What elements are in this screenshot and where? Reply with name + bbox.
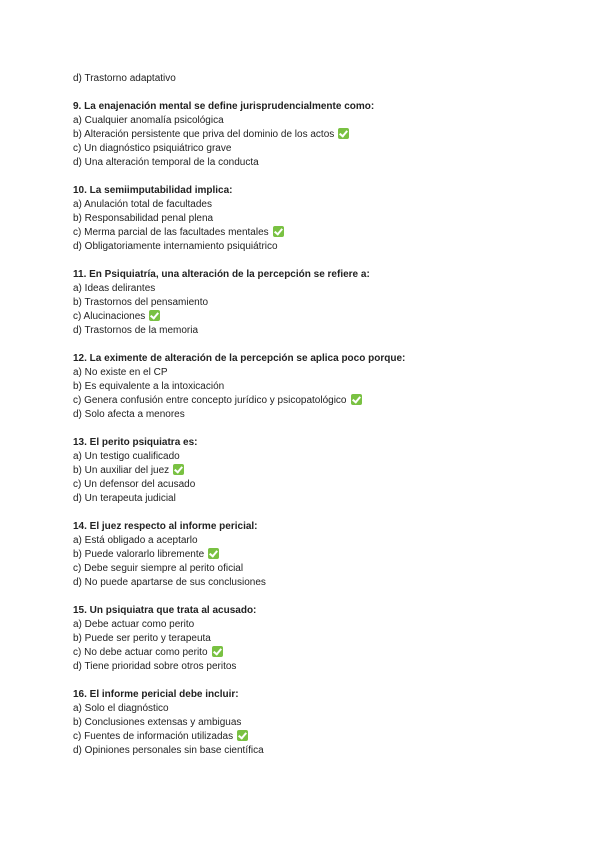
answer-option	[73, 702, 553, 716]
answer-option-text: b) Puede valorarlo libremente	[73, 549, 205, 560]
question-title: 13. El perito psiquiatra es:	[73, 437, 198, 448]
answer-option-text: c) Un defensor del acusado	[73, 479, 196, 490]
document-page	[73, 72, 553, 758]
check-mark-icon	[273, 226, 284, 237]
answer-option	[73, 632, 553, 646]
answer-option	[73, 562, 553, 576]
answer-option	[73, 492, 553, 506]
answer-option	[73, 296, 553, 310]
question-block	[73, 184, 553, 254]
check-mark-icon	[149, 310, 160, 321]
answer-option	[73, 226, 553, 240]
question-block	[73, 268, 553, 338]
answer-option-text: b) Trastornos del pensamiento	[73, 297, 209, 308]
answer-option	[73, 240, 553, 254]
question-block	[73, 436, 553, 506]
answer-option-text: a) Anulación total de facultades	[73, 199, 212, 210]
answer-option-text: d) Una alteración temporal de la conducta	[73, 157, 259, 168]
answer-option-text: c) No debe actuar como perito	[73, 647, 208, 658]
answer-option-text: b) Responsabilidad penal plena	[73, 213, 214, 224]
answer-option-text: c) Merma parcial de las facultades mentales	[73, 227, 269, 238]
answer-option-text: c) Alucinaciones	[73, 311, 146, 322]
answer-option-text: d) Un terapeuta judicial	[73, 493, 176, 504]
answer-option-text: d) No puede apartarse de sus conclusiones	[73, 577, 266, 588]
answer-option-text: d) Solo afecta a menores	[73, 409, 185, 420]
answer-option	[73, 394, 553, 408]
answer-option-text: b) Puede ser perito y terapeuta	[73, 633, 211, 644]
answer-option	[73, 366, 553, 380]
answer-option-text: b) Es equivalente a la intoxicación	[73, 381, 225, 392]
answer-option	[73, 618, 553, 632]
answer-option	[73, 464, 553, 478]
answer-option	[73, 478, 553, 492]
answer-option	[73, 142, 553, 156]
answer-option-text: a) Debe actuar como perito	[73, 619, 195, 630]
answer-option	[73, 156, 553, 170]
answer-option	[73, 408, 553, 422]
answer-option	[73, 128, 553, 142]
answer-option-text: c) Genera confusión entre concepto jurídico y psicopatológico	[73, 395, 347, 406]
question-title: 15. Un psiquiatra que trata al acusado:	[73, 605, 257, 616]
question-title: 14. El juez respecto al informe pericial:	[73, 521, 258, 532]
answer-option-text: d) Obligatoriamente internamiento psiquiátrico	[73, 241, 278, 252]
answer-option	[73, 324, 553, 338]
question-title: 12. La eximente de alteración de la percepción se aplica poco porque:	[73, 353, 406, 364]
answer-option	[73, 380, 553, 394]
answer-option	[73, 212, 553, 226]
check-mark-icon	[237, 730, 248, 741]
question-block	[73, 688, 553, 758]
answer-option-text: c) Un diagnóstico psiquiátrico grave	[73, 143, 232, 154]
answer-option	[73, 114, 553, 128]
answer-option-text: b) Alteración persistente que priva del dominio de los actos	[73, 129, 335, 140]
check-mark-icon	[208, 548, 219, 559]
answer-option-text: b) Un auxiliar del juez	[73, 465, 170, 476]
answer-option	[73, 646, 553, 660]
answer-option	[73, 744, 553, 758]
answer-option	[73, 716, 553, 730]
answer-option-text: a) Cualquier anomalía psicológica	[73, 115, 224, 126]
answer-option-text: d) Opiniones personales sin base científica	[73, 745, 264, 756]
check-mark-icon	[212, 646, 223, 657]
check-mark-icon	[351, 394, 362, 405]
answer-option-text: d) Tiene prioridad sobre otros peritos	[73, 661, 237, 672]
leading-option: d) Trastorno adaptativo	[73, 73, 176, 84]
answer-option-text: a) Ideas delirantes	[73, 283, 156, 294]
question-title: 16. El informe pericial debe incluir:	[73, 689, 239, 700]
answer-option	[73, 534, 553, 548]
check-mark-icon	[338, 128, 349, 139]
answer-option-text: a) Está obligado a aceptarlo	[73, 535, 198, 546]
answer-option	[73, 576, 553, 590]
question-list	[73, 100, 553, 758]
answer-option-text: b) Conclusiones extensas y ambiguas	[73, 717, 242, 728]
answer-option-text: c) Debe seguir siempre al perito oficial	[73, 563, 244, 574]
answer-option	[73, 548, 553, 562]
answer-option-text: a) Solo el diagnóstico	[73, 703, 169, 714]
answer-option-text: c) Fuentes de información utilizadas	[73, 731, 234, 742]
answer-option	[73, 198, 553, 212]
question-title: 9. La enajenación mental se define jurisprudencialmente como:	[73, 101, 375, 112]
answer-option	[73, 310, 553, 324]
answer-option	[73, 730, 553, 744]
answer-option	[73, 660, 553, 674]
answer-option	[73, 450, 553, 464]
question-block	[73, 352, 553, 422]
answer-option	[73, 282, 553, 296]
question-block	[73, 604, 553, 674]
question-title: 10. La semiimputabilidad implica:	[73, 185, 233, 196]
question-title: 11. En Psiquiatría, una alteración de la percepción se refiere a:	[73, 269, 370, 280]
answer-option-text: d) Trastornos de la memoria	[73, 325, 199, 336]
question-block	[73, 520, 553, 590]
answer-option-text: a) No existe en el CP	[73, 367, 168, 378]
answer-option-text: a) Un testigo cualificado	[73, 451, 180, 462]
check-mark-icon	[173, 464, 184, 475]
question-block	[73, 100, 553, 170]
